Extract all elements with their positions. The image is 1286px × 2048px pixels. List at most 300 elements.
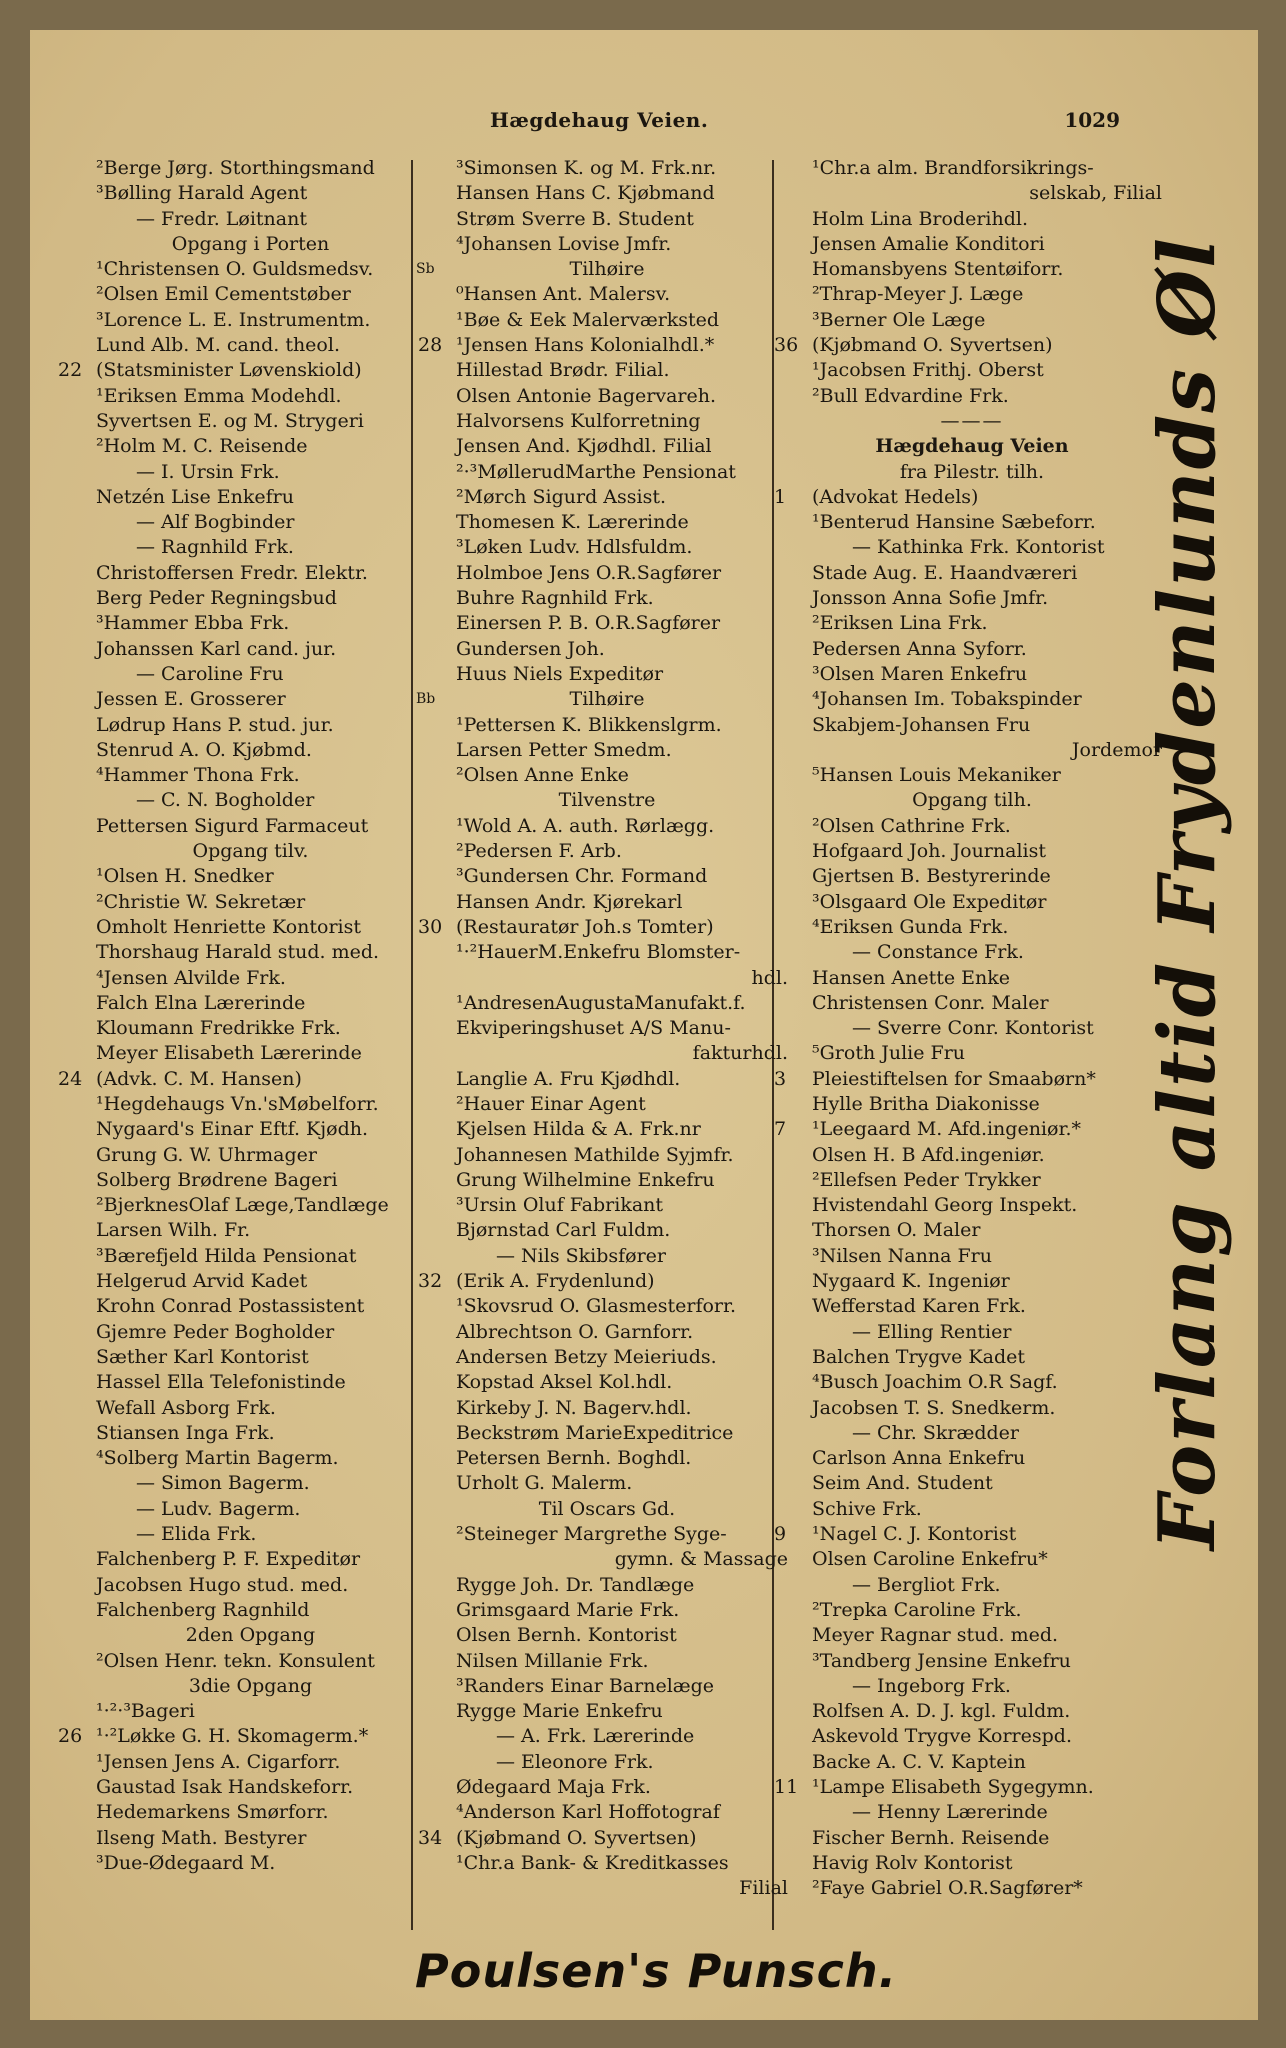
directory-entry [58, 1345, 443, 1370]
entry-text: ¹Benterud Hansine Sæbeforr. [812, 511, 1096, 534]
entry-text: ¹Chr.a Bank- & Kreditkasses [456, 1851, 729, 1874]
directory-entry [58, 535, 443, 560]
directory-entry [418, 181, 796, 206]
entry-text: ²Bull Edvardine Frk. [812, 384, 1009, 407]
entry-text: Hægdehaug Veien [875, 435, 1069, 458]
directory-entry [418, 1244, 796, 1269]
directory-entry [774, 1649, 1170, 1674]
entry-text: fra Pilestr. tilh. [899, 460, 1045, 483]
directory-entry [58, 1092, 443, 1117]
entry-text: ⁵Groth Julie Fru [812, 1042, 966, 1065]
directory-entry [774, 713, 1170, 738]
directory-entry [418, 257, 796, 282]
entry-text: Netzén Lise Enkefru [96, 485, 294, 508]
entry-text: — Elling Rentier [852, 1320, 1012, 1343]
entry-text: Opgang tilh. [912, 789, 1032, 812]
directory-entry [418, 1699, 796, 1724]
entry-text: Balchen Trygve Kadet [812, 1345, 1025, 1368]
directory-entry [774, 966, 1170, 991]
directory-entry [774, 662, 1170, 687]
entry-text: Einersen P. B. O.R.Sagfører [456, 612, 721, 635]
entry-text: ³Bølling Harald Agent [96, 182, 308, 205]
entry-text: ¹Olsen H. Snedker [96, 865, 274, 888]
entry-text: hdl. [751, 966, 788, 989]
directory-entry [774, 1674, 1170, 1699]
entry-text: ³Tandberg Jensine Enkefru [812, 1649, 1071, 1672]
directory-entry [774, 1851, 1170, 1876]
entry-text: ²Olsen Anne Enke [456, 764, 629, 787]
entry-text: Falch Elna Lærerinde [96, 991, 306, 1014]
entry-text: Opgang tilv. [192, 840, 309, 863]
directory-entry [774, 207, 1170, 232]
directory-entry [774, 181, 1170, 206]
directory-entry [774, 1041, 1170, 1066]
entry-text: ²Steineger Margrethe Syge- [456, 1523, 727, 1546]
entry-text: Kloumann Fredrikke Frk. [96, 1017, 341, 1040]
directory-entry [774, 1724, 1170, 1749]
directory-entry [58, 1117, 443, 1142]
directory-entry [774, 1800, 1170, 1825]
entry-text: Beckstrøm MarieExpeditrice [456, 1421, 734, 1444]
directory-entry [58, 1396, 443, 1421]
directory-entry [418, 1446, 796, 1471]
directory-entry [418, 814, 796, 839]
entry-text: ¹Eriksen Emma Modehdl. [96, 384, 342, 407]
entry-text: ²Olsen Emil Cementstøber [96, 283, 351, 306]
entry-text: Falchenberg P. F. Expeditør [96, 1548, 361, 1571]
house-number: 7 [774, 1118, 787, 1141]
entry-text: Wefferstad Karen Frk. [812, 1295, 1026, 1318]
directory-column-1 [58, 156, 443, 1876]
directory-entry [774, 1623, 1170, 1648]
directory-entry [774, 864, 1170, 889]
entry-text: Tilvenstre [558, 789, 656, 812]
directory-entry [774, 1067, 1170, 1092]
entry-text: ²Holm M. C. Reisende [96, 435, 308, 458]
entry-text: (Kjøbmand O. Syvertsen) [812, 334, 1053, 357]
directory-entry [58, 1724, 443, 1749]
entry-text: Nygaard K. Ingeniør [812, 1270, 1010, 1293]
entry-text: Skabjem-Johansen Fru [812, 713, 1031, 736]
directory-entry [774, 1547, 1170, 1572]
bottom-advertisement: Poulsen's Punsch. [415, 1944, 898, 1998]
directory-entry [58, 966, 443, 991]
entry-text: Holmboe Jens O.R.Sagfører [456, 561, 722, 584]
house-number: 24 [58, 1067, 83, 1090]
directory-entry [774, 611, 1170, 636]
directory-entry [58, 890, 443, 915]
entry-text: ¹Lampe Elisabeth Sygegymn. [812, 1776, 1094, 1798]
entry-text: ⁴Hammer Thona Frk. [96, 764, 300, 787]
entry-text: 3die Opgang [188, 1674, 313, 1697]
directory-entry [774, 1421, 1170, 1446]
entry-text: Filial [739, 1877, 788, 1900]
house-number: 1 [774, 485, 787, 508]
entry-text: Stenrud A. O. Kjøbmd. [96, 738, 312, 761]
entry-text: ⁴Jensen Alvilde Frk. [96, 966, 286, 989]
entry-text: Jensen And. Kjødhdl. Filial [456, 435, 712, 458]
directory-entry [774, 940, 1170, 965]
house-number: 34 [418, 1826, 443, 1849]
entry-text: Thorsen O. Maler [812, 1219, 981, 1242]
directory-entry [58, 207, 443, 232]
directory-entry [774, 1876, 1170, 1901]
directory-entry [418, 1092, 796, 1117]
entry-text: Pedersen Anna Syforr. [812, 637, 1027, 660]
entry-text: (Kjøbmand O. Syvertsen) [456, 1826, 697, 1849]
entry-text: Langlie A. Fru Kjødhdl. [456, 1067, 681, 1090]
entry-text: Rolfsen A. D. J. kgl. Fuldm. [812, 1700, 1071, 1723]
directory-entry [58, 637, 443, 662]
entry-text: — Kathinka Frk. Kontorist [852, 536, 1105, 559]
directory-entry [58, 763, 443, 788]
directory-entry [418, 687, 796, 712]
directory-entry [774, 1750, 1170, 1775]
entry-text: ³Simonsen K. og M. Frk.nr. [456, 157, 717, 179]
entry-text: ²Faye Gabriel O.R.Sagfører* [812, 1877, 1083, 1900]
entry-text: ²Olsen Henr. tekn. Konsulent [96, 1649, 375, 1672]
directory-entry [418, 966, 796, 991]
directory-entry [774, 434, 1170, 459]
directory-entry [418, 611, 796, 636]
directory-entry [418, 308, 796, 333]
entry-text: Jessen E. Grosserer [96, 688, 286, 711]
directory-entry [418, 384, 796, 409]
entry-text: Jordemor [1071, 738, 1162, 761]
directory-entry [418, 864, 796, 889]
entry-text: — Nils Skibsfører [496, 1244, 667, 1267]
entry-text: ⁴Solberg Martin Bagerm. [96, 1447, 339, 1470]
directory-entry [58, 1041, 443, 1066]
directory-entry [58, 940, 443, 965]
directory-entry [774, 1775, 1170, 1800]
directory-entry [58, 1623, 443, 1648]
directory-entry [418, 282, 796, 307]
entry-text: Gjertsen B. Bestyrerinde [812, 865, 1051, 888]
entry-text: ——— [940, 409, 1004, 432]
entry-text: — Simon Bagerm. [136, 1472, 310, 1495]
entry-text: Thomesen K. Lærerinde [456, 511, 689, 534]
directory-entry [774, 1699, 1170, 1724]
entry-text: Lødrup Hans P. stud. jur. [96, 713, 334, 736]
entry-text: Ekviperingshuset A/S Manu- [456, 1017, 731, 1040]
entry-text: Gaustad Isak Handskeforr. [96, 1776, 354, 1798]
directory-entry [774, 257, 1170, 282]
entry-text: Stade Aug. E. Haandværeri [812, 561, 1078, 584]
entry-text: — Fredr. Løitnant [136, 207, 307, 230]
entry-text: ²Olsen Cathrine Frk. [812, 814, 1011, 837]
entry-text: ²Ellefsen Peder Trykker [812, 1168, 1041, 1191]
entry-text: Askevold Trygve Korrespd. [812, 1725, 1072, 1748]
entry-text: Havig Rolv Kontorist [812, 1851, 1013, 1874]
house-number: 36 [774, 334, 799, 357]
house-number: 11 [774, 1776, 799, 1798]
directory-entry [774, 1294, 1170, 1319]
directory-entry [58, 662, 443, 687]
directory-entry [418, 358, 796, 383]
house-number: 30 [418, 915, 443, 938]
directory-entry [418, 485, 796, 510]
directory-entry [58, 738, 443, 763]
directory-entry [58, 713, 443, 738]
directory-entry [58, 1370, 443, 1395]
entry-text: Hylle Britha Diakonisse [812, 1092, 1040, 1115]
entry-text: Rygge Joh. Dr. Tandlæge [456, 1573, 695, 1596]
directory-entry [418, 1168, 796, 1193]
directory-entry [418, 991, 796, 1016]
directory-entry [774, 637, 1170, 662]
entry-text: ¹Christensen O. Guldsmedsv. [96, 258, 374, 281]
directory-entry [774, 1092, 1170, 1117]
entry-text: ³Ursin Oluf Fabrikant [456, 1194, 664, 1217]
directory-entry [774, 358, 1170, 383]
directory-entry [58, 1294, 443, 1319]
directory-entry [774, 333, 1170, 358]
entry-text: ²BjerknesOlaf Læge,Tandlæge [96, 1194, 389, 1217]
directory-entry [58, 1244, 443, 1269]
directory-column-2 [418, 156, 796, 1901]
directory-entry [58, 485, 443, 510]
house-number: 28 [418, 334, 443, 357]
directory-entry [774, 839, 1170, 864]
directory-entry [774, 1471, 1170, 1496]
directory-entry [58, 257, 443, 282]
entry-text: ³Olsen Maren Enkefru [812, 662, 1028, 685]
directory-entry [58, 409, 443, 434]
directory-entry [774, 1016, 1170, 1041]
directory-entry [58, 1471, 443, 1496]
entry-text: ¹Bøe & Eek Malerværksted [456, 308, 720, 331]
house-number: 26 [58, 1725, 83, 1748]
entry-text: Gundersen Joh. [456, 637, 605, 660]
directory-entry [418, 1016, 796, 1041]
directory-entry [58, 864, 443, 889]
entry-text: Grimsgaard Marie Frk. [456, 1598, 680, 1621]
directory-entry [774, 232, 1170, 257]
directory-entry [774, 1193, 1170, 1218]
directory-entry [418, 1320, 796, 1345]
directory-entry [58, 434, 443, 459]
entry-text: Ilseng Math. Bestyrer [96, 1826, 307, 1849]
entry-text: ¹Nagel C. J. Kontorist [812, 1523, 1017, 1546]
entry-text: Olsen Antonie Bagervareh. [456, 384, 716, 407]
directory-entry [58, 181, 443, 206]
directory-entry [58, 1674, 443, 1699]
entry-text: ²Mørch Sigurd Assist. [456, 485, 667, 508]
street-title: Hægdehaug Veien. [490, 108, 709, 132]
entry-text: Sæther Karl Kontorist [96, 1345, 309, 1368]
directory-entry [418, 738, 796, 763]
directory-entry [58, 1699, 443, 1724]
entry-text: — Alf Bogbinder [136, 511, 295, 534]
directory-entry [418, 1421, 796, 1446]
directory-entry [58, 1649, 443, 1674]
entry-text: — C. N. Bogholder [136, 789, 315, 812]
directory-entry [418, 1598, 796, 1623]
entry-text: Andersen Betzy Meieriuds. [456, 1345, 717, 1368]
directory-entry [58, 915, 443, 940]
entry-text: Hedemarkens Smørforr. [96, 1801, 329, 1824]
entry-text: Ødegaard Maja Frk. [456, 1776, 651, 1798]
directory-entry [774, 1345, 1170, 1370]
directory-entry [774, 1598, 1170, 1623]
entry-text: ³Løken Ludv. Hdlsfuldm. [456, 536, 693, 559]
directory-entry [774, 1244, 1170, 1269]
entry-text: ¹Jensen Hans Kolonialhdl.* [456, 334, 715, 357]
directory-entry [418, 1547, 796, 1572]
entry-text: ³Lorence L. E. Instrumentm. [96, 308, 371, 331]
entry-text: Johanssen Karl cand. jur. [96, 637, 337, 660]
entry-text: Meyer Elisabeth Lærerinde [96, 1042, 362, 1065]
entry-text: ¹·²·³Bageri [96, 1700, 195, 1723]
entry-text: ⁵Hansen Louis Mekaniker [812, 764, 1061, 787]
directory-entry [774, 1320, 1170, 1345]
directory-entry [58, 561, 443, 586]
side-advertisement: Forlang altid Frydenlunds Øl [1142, 236, 1233, 1550]
directory-entry [418, 510, 796, 535]
entry-text: Huus Niels Expeditør [456, 662, 664, 685]
directory-entry [58, 1800, 443, 1825]
entry-text: Jonsson Anna Sofie Jmfr. [812, 587, 1049, 610]
entry-text: ³Nilsen Nanna Fru [812, 1244, 992, 1267]
entry-text: ⁴Anderson Karl Hoffotograf [456, 1801, 720, 1824]
entry-text: Nygaard's Einar Eftf. Kjødh. [96, 1118, 369, 1141]
margin-mark: Bb [416, 691, 436, 708]
entry-text: Omholt Henriette Kontorist [96, 915, 362, 938]
directory-entry [774, 687, 1170, 712]
directory-entry [418, 207, 796, 232]
directory-entry [58, 1598, 443, 1623]
entry-text: ¹Hegdehaugs Vn.'sMøbelforr. [96, 1092, 379, 1115]
directory-entry [418, 1800, 796, 1825]
entry-text: Larsen Wilh. Fr. [96, 1219, 251, 1242]
directory-entry [58, 1320, 443, 1345]
entry-text: ¹Wold A. A. auth. Rørlægg. [456, 814, 715, 837]
entry-text: ⁴Johansen Lovise Jmfr. [456, 232, 672, 255]
directory-entry [774, 384, 1170, 409]
directory-entry [418, 1370, 796, 1395]
entry-text: (Advk. C. M. Hansen) [96, 1067, 302, 1090]
entry-text: ³Bærefjeld Hilda Pensionat [96, 1244, 357, 1267]
entry-text: (Statsminister Løvenskiold) [96, 359, 362, 382]
entry-text: ¹·²HauerM.Enkefru Blomster- [456, 941, 741, 964]
entry-text: ²Thrap-Meyer J. Læge [812, 283, 1024, 306]
directory-entry [58, 1421, 443, 1446]
entry-text: Meyer Ragnar stud. med. [812, 1624, 1059, 1647]
entry-text: ³Olsgaard Ole Expeditør [812, 890, 1047, 913]
directory-entry [774, 1396, 1170, 1421]
directory-entry [418, 1471, 796, 1496]
directory-entry [418, 434, 796, 459]
directory-entry [58, 1851, 443, 1876]
entry-text: fakturhdl. [692, 1042, 788, 1065]
entry-text: Hansen Hans C. Kjøbmand [456, 182, 715, 205]
entry-text: ⁴Johansen Im. Tobakspinder [812, 688, 1082, 711]
entry-text: Jacobsen Hugo stud. med. [96, 1573, 349, 1596]
entry-text: ²·³MøllerudMarthe Pensionat [456, 460, 736, 483]
entry-text: ³Due-Ødegaard M. [96, 1851, 276, 1874]
directory-entry [58, 1547, 443, 1572]
directory-entry [418, 1041, 796, 1066]
directory-entry [418, 763, 796, 788]
entry-text: Kirkeby J. N. Bagerv.hdl. [456, 1396, 692, 1419]
directory-entry [418, 1876, 796, 1901]
directory-entry [774, 485, 1170, 510]
entry-text: Grung Wilhelmine Enkefru [456, 1168, 715, 1191]
directory-entry [418, 1143, 796, 1168]
entry-text: — Ragnhild Frk. [136, 536, 294, 559]
entry-text: Nilsen Millanie Frk. [456, 1649, 649, 1672]
directory-entry [418, 940, 796, 965]
directory-entry [58, 358, 443, 383]
entry-text: — A. Frk. Lærerinde [496, 1725, 695, 1748]
directory-entry [774, 915, 1170, 940]
entry-text: — I. Ursin Frk. [136, 460, 280, 483]
entry-text: Hansen Anette Enke [812, 966, 1011, 989]
entry-text: ²Berge Jørg. Storthingsmand [96, 157, 375, 179]
directory-entry [58, 611, 443, 636]
directory-entry [418, 1649, 796, 1674]
entry-text: Kopstad Aksel Kol.hdl. [456, 1371, 673, 1394]
entry-text: Olsen Bernh. Kontorist [456, 1624, 677, 1647]
directory-entry [774, 1446, 1170, 1471]
entry-text: Halvorsens Kulforretning [456, 409, 701, 432]
entry-text: — Sverre Conr. Kontorist [852, 1017, 1094, 1040]
directory-entry [418, 1345, 796, 1370]
directory-entry [418, 637, 796, 662]
entry-text: 2den Opgang [185, 1624, 316, 1647]
directory-entry [58, 839, 443, 864]
directory-page [30, 30, 1258, 2020]
entry-text: ¹Jacobsen Frithj. Oberst [812, 359, 1044, 382]
directory-entry [58, 282, 443, 307]
directory-entry [774, 586, 1170, 611]
entry-text: Christensen Conr. Maler [812, 991, 1049, 1014]
directory-entry [418, 890, 796, 915]
directory-entry [58, 1016, 443, 1041]
entry-text: — Henny Lærerinde [852, 1801, 1048, 1824]
entry-text: ³Berner Ole Læge [812, 308, 986, 331]
directory-entry [774, 460, 1170, 485]
directory-entry [774, 1522, 1170, 1547]
directory-entry [418, 1623, 796, 1648]
entry-text: Krohn Conrad Postassistent [96, 1295, 365, 1318]
directory-entry [774, 1168, 1170, 1193]
directory-entry [58, 814, 443, 839]
entry-text: — Caroline Fru [136, 662, 284, 685]
directory-entry [774, 282, 1170, 307]
directory-entry [774, 1826, 1170, 1851]
entry-text: Jensen Amalie Konditori [812, 232, 1045, 255]
entry-text: Homansbyens Stentøiforr. [812, 258, 1064, 281]
directory-entry [58, 333, 443, 358]
directory-entry [58, 510, 443, 535]
directory-entry [774, 1143, 1170, 1168]
directory-entry [418, 535, 796, 560]
directory-entry [774, 1117, 1170, 1142]
directory-entry [58, 156, 443, 181]
directory-entry [774, 535, 1170, 560]
entry-text: Olsen Caroline Enkefru* [812, 1548, 1048, 1571]
entry-text: — Constance Frk. [852, 941, 1024, 964]
entry-text: ³Gundersen Chr. Formand [456, 865, 708, 888]
directory-entry [58, 1826, 443, 1851]
entry-text: — Chr. Skrædder [852, 1421, 1020, 1444]
directory-entry [774, 1497, 1170, 1522]
directory-entry [418, 713, 796, 738]
entry-text: Kjelsen Hilda & A. Frk.nr [456, 1118, 701, 1141]
directory-entry [774, 1269, 1170, 1294]
